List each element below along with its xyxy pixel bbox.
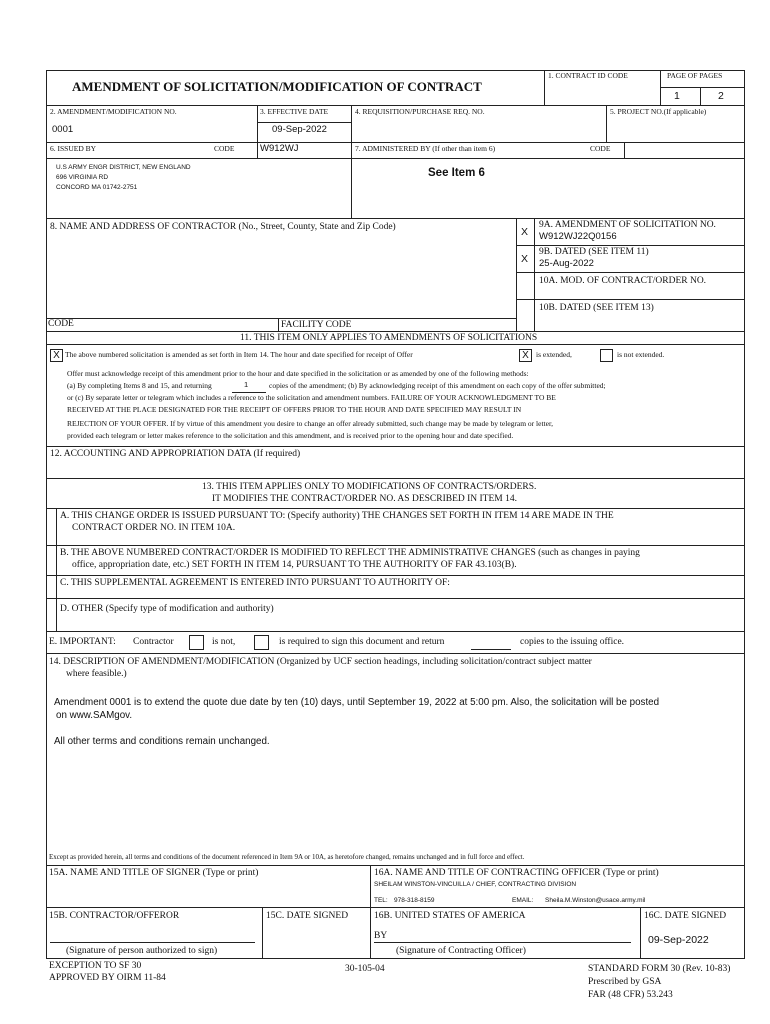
item-14-label1: 14. DESCRIPTION OF AMENDMENT/MODIFICATION (Organized by UCF section headings, including solicitation/contract subject matter <box>49 657 592 667</box>
contractor-word: Contractor <box>133 637 174 647</box>
see-item-6: See Item 6 <box>428 167 485 179</box>
tel-label: TEL: <box>374 897 388 904</box>
by-label: BY <box>374 931 388 941</box>
mark-9b: X <box>521 253 529 265</box>
form-title: AMENDMENT OF SOLICITATION/MODIFICATION OF CONTRACT <box>72 79 482 94</box>
project-no-label: 5. PROJECT NO.(If applicable) <box>610 107 707 116</box>
officer-email: Sheila.M.Winston@usace.army.mil <box>545 897 646 904</box>
label-15b: 15B. CONTRACTOR/OFFEROR <box>49 911 180 921</box>
item-11-line4: RECEIVED AT THE PLACE DESIGNATED FOR THE RECEIPT OF OFFERS PRIOR TO THE HOUR AND DATE SPECIFIED MAY RESULT IN <box>67 405 522 414</box>
item-11-line5: REJECTION OF YOUR OFFER. If by virtue of this amendment you desire to change an offer already submitted, such change may be made by telegram or letter, <box>67 419 554 428</box>
issuer-address-line1: U.S ARMY ENGR DISTRICT, NEW ENGLAND <box>56 164 191 171</box>
item-14-box <box>46 653 745 866</box>
amendment-description-line3: All other terms and conditions remain unchanged. <box>54 736 270 747</box>
far-reference: FAR (48 CFR) 53.243 <box>588 990 673 1000</box>
item-12-label: 12. ACCOUNTING AND APPROPRIATION DATA (If required) <box>50 449 301 459</box>
label-9a: 9A. AMENDMENT OF SOLICITATION NO. <box>539 220 716 230</box>
item-13-heading1: 13. THIS ITEM APPLIES ONLY TO MODIFICATIONS OF CONTRACTS/ORDERS. <box>202 482 537 492</box>
copies-count: 1 <box>244 380 249 389</box>
item-14-footer: Except as provided herein, all terms and conditions of the document referenced in Item 9A or 10A, as heretofore changed, remains unchanged and in full force and effect. <box>49 853 525 861</box>
item-14-label2: where feasible.) <box>66 669 127 679</box>
amendment-description-line1: Amendment 0001 is to extend the quote due date by ten (10) days, until September 19, 2022 at 5:00 pm. Also, the solicitation will be posted <box>54 697 660 708</box>
contractor-signature-caption: (Signature of person authorized to sign) <box>66 946 218 956</box>
item-13b-line1: B. THE ABOVE NUMBERED CONTRACT/ORDER IS MODIFIED TO REFLECT THE ADMINISTRATIVE CHANGES (such as changes in paying <box>60 548 640 558</box>
label-15c: 15C. DATE SIGNED <box>266 911 349 921</box>
item-13d-line: D. OTHER (Specify type of modification and authority) <box>60 604 274 614</box>
item-13-heading2: IT MODIFIES THE CONTRACT/ORDER NO. AS DESCRIBED IN ITEM 14. <box>212 494 517 504</box>
label-10a: 10A. MOD. OF CONTRACT/ORDER NO. <box>539 276 707 286</box>
label-10b: 10B. DATED (SEE ITEM 13) <box>539 303 654 313</box>
officer-phone: 978-318-8159 <box>394 897 435 904</box>
code-label-7: CODE <box>590 144 611 153</box>
not-extended-checkbox[interactable] <box>600 349 613 362</box>
is-not-label: is not, <box>212 637 236 647</box>
amendment-description-line2: on www.SAMgov. <box>56 710 133 721</box>
extended-label: is extended, <box>536 350 572 359</box>
contracting-officer-name: SHEILAM WINSTON-VINCUILLA / CHIEF, CONTRACTING DIVISION <box>374 881 577 888</box>
copies-to-office: copies to the issuing office. <box>520 637 625 647</box>
item-13c-line: C. THIS SUPPLEMENTAL AGREEMENT IS ENTERED INTO PURSUANT TO AUTHORITY OF: <box>60 578 450 588</box>
extended-checkbox[interactable]: X <box>519 349 532 362</box>
important-label: E. IMPORTANT: <box>49 637 116 647</box>
issuer-address-line2: 696 VIRGINIA RD <box>56 174 109 181</box>
item-11-line3: or (c) By separate letter or telegram which includes a reference to the solicitation and amendment numbers. FAILURE OF YOUR ACKNOWLEDGMENT TO BE <box>67 393 556 402</box>
label-15a: 15A. NAME AND TITLE OF SIGNER (Type or print) <box>49 868 259 878</box>
administered-by-label: 7. ADMINISTERED BY (If other than item 6) <box>355 144 496 153</box>
total-pages: 2 <box>718 90 724 102</box>
effective-date: 09-Sep-2022 <box>272 124 327 135</box>
item-13a-line1: A. THIS CHANGE ORDER IS ISSUED PURSUANT TO: (Specify authority) THE CHANGES SET FORTH IN ITEM 14 ARE MADE IN THE <box>60 511 614 521</box>
effective-date-label: 3. EFFECTIVE DATE <box>260 107 329 116</box>
issuer-address-line3: CONCORD MA 01742-2751 <box>56 184 138 191</box>
item-11-line1: Offer must acknowledge receipt of this amendment prior to the hour and date specified in the solicitation or as amended by one of the following methods: <box>67 369 529 378</box>
officer-signature-caption: (Signature of Contracting Officer) <box>396 946 526 956</box>
officer-signature-line[interactable] <box>374 942 631 943</box>
is-not-checkbox[interactable] <box>189 635 204 650</box>
mark-9a: X <box>521 226 529 238</box>
prescribed-by-text: Prescribed by GSA <box>588 977 662 987</box>
amendment-no-label: 2. AMENDMENT/MODIFICATION NO. <box>50 107 177 116</box>
amended-text: The above numbered solicitation is amended as set forth in Item 14. The hour and date specified for receipt of Offer <box>65 350 413 359</box>
contractor-signature-line[interactable] <box>50 942 255 943</box>
contract-id-label: 1. CONTRACT ID CODE <box>548 71 628 80</box>
contractor-label: 8. NAME AND ADDRESS OF CONTRACTOR (No., Street, County, State and Zip Code) <box>50 222 396 232</box>
item-13a-line2: CONTRACT ORDER NO. IN ITEM 10A. <box>72 523 236 533</box>
standard-form-text: STANDARD FORM 30 (Rev. 10-83) <box>588 964 731 974</box>
item-11-heading: 11. THIS ITEM ONLY APPLIES TO AMENDMENTS OF SOLICITATIONS <box>240 333 538 343</box>
contractor-code-label: CODE <box>48 319 74 329</box>
approved-by-text: APPROVED BY OIRM 11-84 <box>49 973 166 983</box>
solicitation-number: W912WJ22Q0156 <box>539 231 617 242</box>
issued-by-label: 6. ISSUED BY <box>50 144 97 153</box>
amendment-no: 0001 <box>52 124 74 135</box>
form-code: 30-105-04 <box>345 964 385 974</box>
email-label: EMAIL: <box>512 897 534 904</box>
item-11-line6: provided each telegram or letter makes reference to the solicitation and this amendment, and is received prior to the opening hour and date specified. <box>67 431 514 440</box>
label-16a: 16A. NAME AND TITLE OF CONTRACTING OFFICER (Type or print) <box>374 868 659 878</box>
label-9b: 9B. DATED (SEE ITEM 11) <box>539 247 649 257</box>
issuing-office-code: W912WJ <box>260 143 299 154</box>
is-required-checkbox[interactable] <box>254 635 269 650</box>
page-number: 1 <box>674 90 680 102</box>
item-11-line2a: (a) By completing Items 8 and 15, and returning <box>67 381 212 390</box>
solicitation-dated: 25-Aug-2022 <box>539 258 594 269</box>
code-label-6: CODE <box>214 144 235 153</box>
item-11-line2b: copies of the amendment; (b) By acknowledging receipt of this amendment on each copy of the offer submitted; <box>269 381 606 390</box>
not-extended-label: is not extended. <box>617 350 665 359</box>
amended-checkbox[interactable]: X <box>50 349 63 362</box>
date-signed-16c: 09-Sep-2022 <box>648 934 709 946</box>
exception-text: EXCEPTION TO SF 30 <box>49 961 142 971</box>
row-8-box <box>46 218 745 332</box>
page-of-pages-label: PAGE OF PAGES <box>667 71 723 80</box>
label-16c: 16C. DATE SIGNED <box>644 911 727 921</box>
facility-code-label: FACILITY CODE <box>281 320 352 330</box>
is-required-label: is required to sign this document and return <box>279 637 445 647</box>
requisition-label: 4. REQUISITION/PURCHASE REQ. NO. <box>355 107 485 116</box>
label-16b: 16B. UNITED STATES OF AMERICA <box>374 911 526 921</box>
item-13b-line2: office, appropriation date, etc.) SET FORTH IN ITEM 14, PURSUANT TO THE AUTHORITY OF FAR 43.103(B). <box>72 560 517 570</box>
